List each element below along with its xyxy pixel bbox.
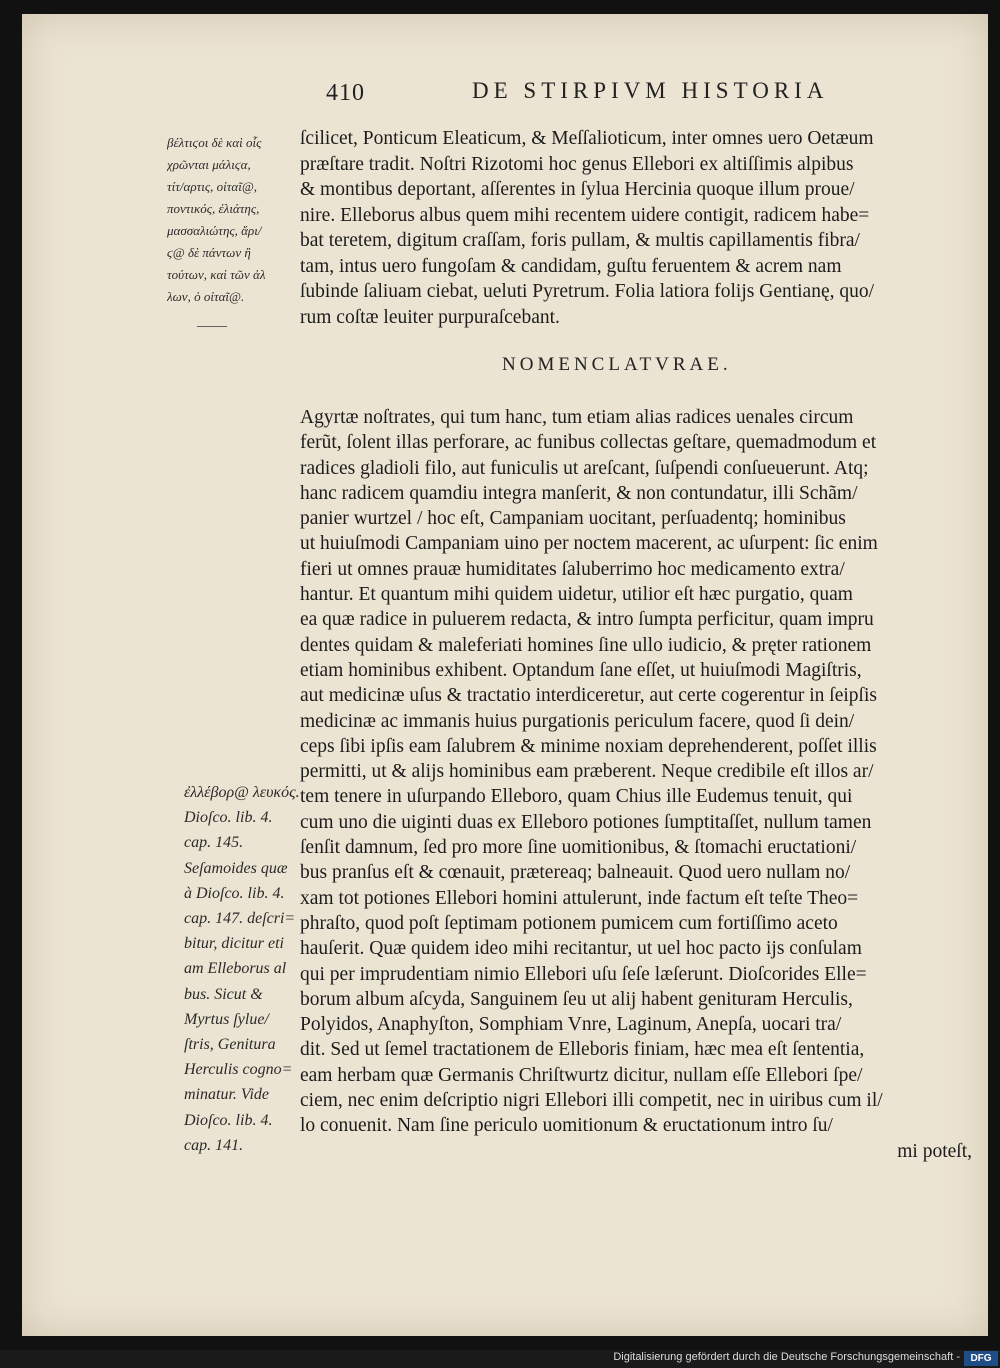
gloss-line: Dioſco. lib. 4. (184, 1111, 273, 1129)
gloss-line: τούτων, καὶ τῶν ἀλ (167, 267, 266, 282)
text-line: panier wurtzel / hoc eſt, Campaniam uocitant, perſuadentq; hominibus (300, 508, 846, 530)
gloss-line: bitur, dicitur eti (184, 935, 284, 953)
text-line: hanc radicem quamdiu integra manſerit, & non contundatur, illi Schãm/ (300, 482, 858, 504)
gloss-line: μασσαλιώτης, ἄρι/ (167, 223, 262, 238)
text-line: tem tenere in uſurpando Elleboro, quam Chius ille Eudemus tenuit, qui (300, 786, 853, 808)
text-line: & montibus deportant, aſſerentes in ſylua Hercinia quoque illum proue/ (300, 179, 855, 200)
catchword: mi poteſt, (897, 1140, 972, 1162)
gloss-line: ποντικός, ἐλιάτης, (167, 201, 260, 216)
text-line: ut huiuſmodi Campaniam uino per noctem macerent, ac uſurpent: ſic enim (300, 533, 878, 555)
page-number: 410 (326, 80, 365, 106)
funding-notice: Digitalisierung gefördert durch die Deutsche Forschungsgemeinschaft - (613, 1351, 960, 1363)
text-line: xam tot potiones Ellebori homini attulerunt, inde factum eſt teſte Theo= (300, 887, 859, 909)
gloss-line: λων, ὁ οἰταῖ@. (167, 289, 245, 304)
text-line: ſcilicet, Ponticum Eleaticum, & Meſſalioticum, inter omnes uero Oetæum (300, 128, 874, 149)
text-line: nire. Elleborus albus quem mihi recentem uidere contigit, radicem habe= (300, 204, 870, 226)
body-text-top (300, 126, 972, 330)
text-line: qui per imprudentiam nimio Ellebori uſu ſeſe læſerunt. Dioſcorides Elle= (300, 963, 867, 985)
text-line: radices gladioli filo, aut funiculis ut areſcant, ſuſpendi conſueuerunt. Atq; (300, 457, 869, 479)
text-line: phraſto, quod poſt ſeptimam potionem pumicem cum fortiſſimo aceto (300, 912, 838, 934)
text-line: fieri ut omnes prauæ humiditates ſaluberrimo hoc medicamento extra/ (300, 558, 845, 580)
text-line: aut medicinæ uſus & tractatio interdiceretur, aut certe cogerentur in ſeipſis (300, 685, 877, 707)
gloss-line: ἐλλέβορ@ λευκός. (184, 784, 300, 801)
footer-bar (0, 1350, 1000, 1368)
text-line: dit. Sed ut ſemel tractationem de Elleboris finiam, hæc mea eſt ſententia, (300, 1039, 865, 1061)
text-line: rum coſtæ leuiter purpuraſcebant. (300, 306, 560, 328)
page-header (22, 74, 988, 110)
gloss-line: minatur. Vide (184, 1086, 270, 1104)
text-line: borum album aſcyda, Sanguinem ſeu ut alij habent genituram Herculis, (300, 988, 853, 1010)
body-text-main (300, 405, 972, 1164)
text-line: ciem, nec enim deſcriptio nigri Ellebori illi competit, nec in uiribus cum il/ (300, 1090, 883, 1112)
text-line: ſenſit damnum, ſed pro more ſine uomitionibus, & ſtomachi eructationi/ (300, 837, 857, 859)
text-line: tam, intus uero fungoſam & candidam, guſtu feruentem & acrem nam (300, 255, 842, 277)
text-line: ea quæ radice in puluerem redacta, & intro ſumpta perficitur, quam impru (300, 609, 874, 631)
gloss-line: cap. 147. deſcri= (184, 910, 296, 928)
gloss-divider (197, 326, 227, 327)
text-line: bus pranſus eſt & cœnauit, prætereaq; balneauit. Quod uero nullam no/ (300, 862, 851, 884)
text-line: ſubinde ſaliuam ciebat, ueluti Pyretrum. Folia latiora folijs Gentianę, quo/ (300, 281, 875, 302)
text-line: ceps ſibi ipſis eam ſalubrem & minime noxiam deprehenderent, poſſet illis (300, 735, 877, 757)
gloss-line: Dioſco. lib. 4. (184, 809, 273, 827)
text-line: permitti, ut & alijs hominibus eam præberent. Neque credibile eſt illos ar/ (300, 761, 874, 783)
text-line: eam herbam quæ Germanis Chriſtwurtz dicitur, nullam eſſe Ellebori ſpe/ (300, 1064, 863, 1086)
text-line: etiam hominibus exhibent. Optandum ſane eſſet, ut huiuſmodi Magiſtris, (300, 659, 862, 681)
book-page (22, 14, 988, 1336)
gloss-line: ſtris, Genitura (184, 1036, 276, 1054)
text-line: Polyidos, Anaphyſton, Somphiam Vnre, Laginum, Anepſa, uocari tra/ (300, 1014, 842, 1036)
marginal-gloss-notes (184, 780, 334, 1158)
gloss-line: βέλτιϛοι δὲ καὶ οἷς (167, 135, 262, 150)
gloss-line: Myrtus ſylue/ (184, 1010, 269, 1028)
text-line: Agyrtæ noſtrates, qui tum hanc, tum etiam alias radices uenales circum (300, 407, 854, 428)
text-line: cum uno die uiginti duas ex Elleboro potiones ſumptitaſſet, nullum tamen (300, 811, 872, 833)
text-line: medicinæ ac immanis huius purgationis periculum facere, quod ſi dein/ (300, 710, 855, 732)
text-line: bat teretem, digitum craſſam, foris pullam, & multis capillamentis fibra/ (300, 230, 860, 251)
text-line: præſtare tradit. Noſtri Rizotomi hoc genus Ellebori ex altiſſimis alpibus (300, 153, 854, 175)
marginal-gloss-greek (167, 132, 305, 308)
gloss-line: χρῶνται μάλιϛα, (167, 157, 251, 172)
text-line: lo conuenit. Nam ſine periculo uomitionum & eructationum intro ſu/ (300, 1115, 833, 1137)
running-title: DE STIRPIVM HISTORIA (472, 78, 829, 103)
text-line: dentes quidam & maleferiati homines ſine ullo iudicio, & pręter rationem (300, 634, 872, 656)
gloss-line: cap. 145. (184, 834, 244, 852)
gloss-line: ϛ@ δὲ πάντων ἢ (167, 245, 251, 260)
gloss-line: bus. Sicut & (184, 985, 263, 1003)
text-line: hauſerit. Quæ quidem ideo mihi recitantur, ut uel hoc pacto ijs conſulam (300, 938, 862, 960)
gloss-line: Seſamoides quæ (184, 859, 288, 877)
gloss-line: à Dioſco. lib. 4. (184, 884, 285, 902)
gloss-line: Herculis cogno= (184, 1061, 293, 1079)
section-heading: NOMENCLATVRAE. (502, 354, 732, 375)
gloss-line: am Elleborus al (184, 960, 287, 978)
text-line: hantur. Et quantum mihi quidem uidetur, utilior eſt hæc purgatio, quam (300, 584, 853, 606)
gloss-line: τίτ/αρτις, οἰταῖ@, (167, 179, 258, 194)
text-line: ferũt, ſolent illas perforare, ac funibus collectas geſtare, quemadmodum et (300, 432, 877, 454)
dfg-logo-icon: DFG (964, 1351, 998, 1366)
gloss-line: cap. 141. (184, 1136, 244, 1154)
